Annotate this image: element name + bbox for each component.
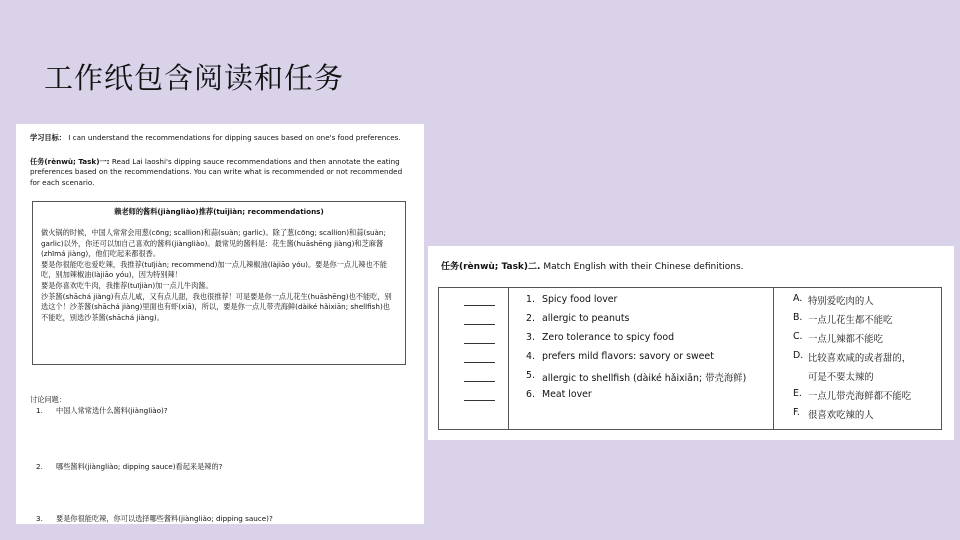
item-text: 一点儿花生都不能吃 — [808, 315, 893, 326]
task2-text: Match English with their Chinese definitions. — [540, 262, 744, 272]
answer-blank[interactable] — [464, 381, 495, 382]
recommendation-box — [32, 201, 406, 365]
chinese-item — [793, 388, 911, 402]
answer-blank[interactable] — [464, 400, 495, 401]
english-item — [526, 389, 592, 400]
answer-blank[interactable] — [464, 305, 495, 306]
question-number: 1. — [36, 405, 43, 415]
question-text: 哪些酱料(jiàngliào; dipping sauce)看起来是辣的? — [56, 461, 223, 471]
discussion-section — [30, 395, 412, 524]
item-number: 3. — [526, 332, 535, 343]
recommendation-paragraph: 做火锅的时候，中国人常常会用葱(cōng; scallion)和蒜(suàn; garlic)。除了葱(cōng; scallion)和蒜(suàn; garlic)以外，你还可以加自己喜欢的酱料(jiàngliào)。最常见的酱料是：花生酱(huāshēng jiàng)和芝麻酱(zhīmá jiàng)，他们吃起来都很香。 — [41, 227, 386, 259]
task-two — [441, 259, 744, 272]
item-text: 一点儿辣都不能吃 — [808, 334, 884, 345]
english-item — [526, 294, 617, 305]
item-number: 6. — [526, 389, 535, 400]
item-text: Meat lover — [542, 389, 592, 400]
question-number: 2. — [36, 461, 43, 471]
task2-label: 任务(rènwù; Task)二. — [441, 262, 541, 272]
chinese-item — [793, 312, 892, 326]
item-number: 2. — [526, 313, 535, 324]
english-item — [526, 332, 674, 343]
item-text: Zero tolerance to spicy food — [542, 332, 675, 343]
worksheet-matching — [428, 246, 954, 440]
chinese-item — [793, 369, 874, 383]
question-text: 要是你很能吃辣，你可以选择哪些酱料(jiàngliào; dipping sauce)? — [56, 514, 273, 524]
slide-title: 工作纸包含阅读和任务 — [44, 61, 345, 95]
answer-blank[interactable] — [464, 343, 495, 344]
learning-goal — [30, 133, 412, 144]
recommendation-paragraph: 沙茶酱(shāchá jiàng)有点儿咸，又有点儿甜，我也很推荐！可是要是你一点儿花生(huāshēng)也不能吃，别选这个！沙茶酱(shāchá jiàng)里面也有虾(xiā)，所以，要是你一点儿带壳海鲜(dàiké hǎixiān; shellfish)也不能吃，别选沙茶酱(shāchá jiàng)。 — [41, 291, 392, 322]
chinese-item — [793, 407, 874, 421]
matching-table — [438, 287, 942, 430]
answer-blanks-column — [439, 288, 509, 429]
item-letter: F. — [793, 407, 800, 418]
item-text: 一点儿带壳海鲜都不能吃 — [808, 391, 912, 402]
answer-blank[interactable] — [464, 324, 495, 325]
task1-label: 任务(rènwù; Task)一: — [30, 156, 110, 166]
item-text: 很喜欢吃辣的人 — [808, 410, 874, 421]
goal-label: 学习目标： — [30, 133, 66, 142]
chinese-item — [793, 350, 911, 364]
goal-text: I can understand the recommendations for dipping sauces based on one's food preferences. — [68, 133, 401, 142]
chinese-column — [774, 288, 943, 429]
item-text: allergic to shellfish (dàiké hǎixiān; 带壳海鲜) — [542, 373, 747, 384]
answer-blank[interactable] — [464, 362, 495, 363]
recommendation-paragraph: 要是你喜欢吃牛肉，我推荐(tuījiàn)加一点儿牛肉酱。 — [41, 280, 213, 290]
recommendation-paragraph: 要是你很能吃也爱吃辣，我推荐(tuījiàn; recommend)加一点儿辣椒油(làjiāo yóu)。要是你一点儿辣也不能吃，别加辣椒油(làjiāo yóu)，因为特别辣！ — [41, 259, 388, 280]
item-letter: E. — [793, 388, 802, 399]
discussion-label: 讨论问题： — [30, 395, 66, 405]
recommendation-title: 赖老师的酱料(jiàngliào)推荐(tuījiàn; recommendations) — [114, 207, 324, 217]
english-item — [526, 370, 746, 384]
discussion-question — [30, 406, 412, 417]
item-text: 比较喜欢咸的或者甜的， — [808, 353, 912, 364]
item-letter: B. — [793, 312, 803, 323]
item-letter: A. — [793, 293, 803, 304]
item-text: 特别爱吃肉的人 — [808, 296, 874, 307]
english-item — [526, 351, 714, 362]
item-number: 4. — [526, 351, 535, 362]
chinese-item — [793, 293, 874, 307]
discussion-question — [30, 462, 412, 473]
english-item — [526, 313, 629, 324]
item-letter: D. — [793, 350, 804, 361]
task1-text: Read Lai laoshi's dipping sauce recommendations and then annotate the eating preferences based on the recommendations. You can write what is recommended or not recommended for each scenario. — [30, 156, 403, 187]
item-text: Spicy food lover — [542, 294, 618, 305]
item-text: 可是不要太辣的 — [808, 372, 874, 383]
item-text: allergic to peanuts — [542, 313, 630, 324]
item-number: 5. — [526, 370, 535, 381]
item-text: prefers mild flavors: savory or sweet — [542, 351, 714, 362]
task-one — [30, 157, 412, 189]
worksheet-reading — [16, 124, 424, 524]
item-letter: C. — [793, 331, 803, 342]
english-column — [509, 288, 774, 429]
item-letter — [793, 369, 808, 383]
item-number: 1. — [526, 294, 535, 305]
question-text: 中国人常常选什么酱料(jiàngliào)? — [56, 405, 168, 415]
discussion-question — [30, 514, 412, 524]
chinese-item — [793, 331, 883, 345]
question-number: 3. — [36, 514, 43, 524]
